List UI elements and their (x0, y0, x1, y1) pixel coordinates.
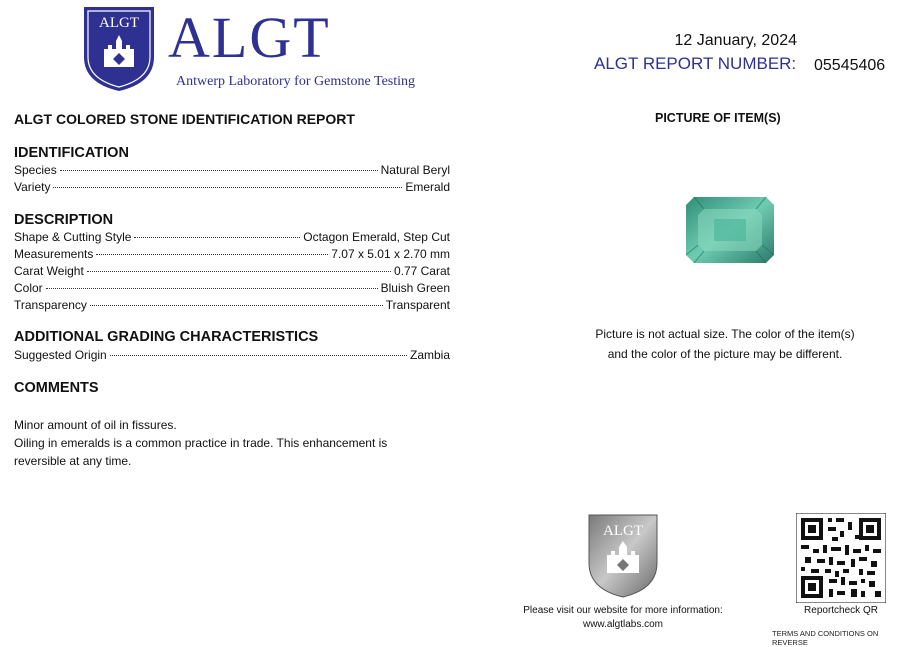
comment-line-1: Minor amount of oil in fissures. (14, 418, 177, 432)
visit-website-text: Please visit our website for more information: (523, 605, 723, 616)
report-number: 05545406 (814, 57, 886, 74)
additional-heading: ADDITIONAL GRADING CHARACTERISTICS (14, 329, 319, 345)
comment-line-3: reversible at any time. (14, 454, 132, 468)
shield-text: ALGT (99, 15, 139, 31)
row-value: Natural Beryl (380, 163, 450, 177)
row-variety (14, 180, 450, 195)
row-carat (14, 264, 450, 279)
picture-disclaimer-1: Picture is not actual size. The color of the item(s) (595, 327, 855, 341)
picture-title: PICTURE OF ITEM(S) (655, 111, 781, 125)
row-value: Emerald (405, 180, 450, 194)
row-label: Color (14, 281, 43, 295)
logo-subtitle: Antwerp Laboratory for Gemstone Testing (176, 74, 416, 89)
row-label: Shape & Cutting Style (14, 230, 132, 244)
row-value: 7.07 x 5.01 x 2.70 mm (331, 247, 450, 261)
row-label: Suggested Origin (14, 348, 107, 362)
row-label: Carat Weight (14, 264, 84, 278)
seal-text: ALGT (603, 523, 643, 539)
qr-label: Reportcheck QR (804, 605, 878, 616)
comments-heading: COMMENTS (14, 380, 99, 396)
algt-shield-logo (82, 5, 156, 93)
row-color (14, 281, 450, 296)
logo-wordmark: ALGT (168, 5, 331, 70)
row-value: 0.77 Carat (393, 264, 450, 278)
report-title: ALGT COLORED STONE IDENTIFICATION REPORT (14, 111, 355, 127)
row-label: Variety (14, 180, 51, 194)
row-value: Bluish Green (380, 281, 450, 295)
row-origin (14, 348, 450, 363)
row-label: Transparency (14, 298, 87, 312)
comment-line-2: Oiling in emeralds is a common practice in trade. This enhancement is (14, 436, 388, 450)
row-value: Octagon Emerald, Step Cut (303, 230, 450, 244)
emerald-stone-image (684, 195, 776, 265)
row-value: Zambia (409, 348, 450, 362)
row-measurements (14, 247, 450, 262)
terms-notice: TERMS AND CONDITIONS ON REVERSE (772, 629, 879, 647)
picture-disclaimer-2: and the color of the picture may be different. (607, 347, 843, 361)
report-date: 12 January, 2024 (674, 32, 797, 49)
identification-heading: IDENTIFICATION (14, 145, 129, 161)
description-heading: DESCRIPTION (14, 212, 114, 228)
reportcheck-qr-code[interactable] (796, 513, 886, 603)
row-label: Species (14, 163, 57, 177)
row-value: Transparent (385, 298, 450, 312)
row-label: Measurements (14, 247, 94, 261)
algt-seal-logo (587, 513, 659, 599)
report-number-label: ALGT REPORT NUMBER: (594, 54, 797, 73)
row-shape (14, 230, 450, 245)
row-transparency (14, 298, 450, 313)
row-species (14, 163, 450, 178)
website-link[interactable]: www.algtlabs.com (582, 619, 664, 630)
